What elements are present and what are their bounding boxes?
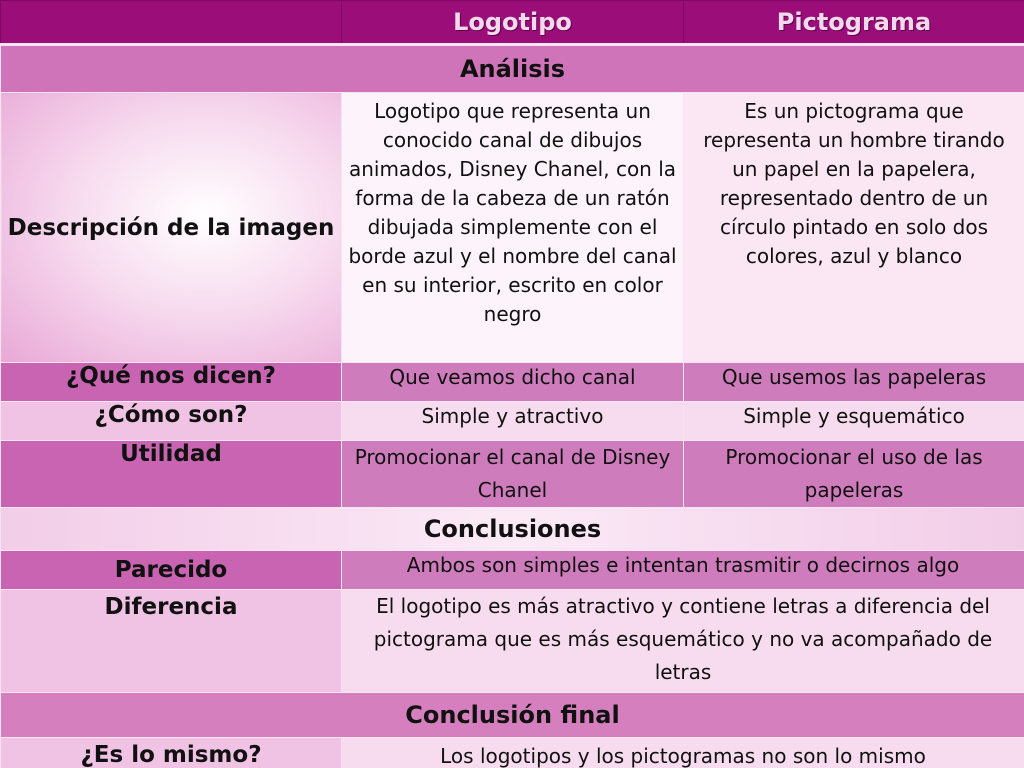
- diferencia-label: Diferencia: [1, 590, 342, 693]
- diferencia-row: [1, 590, 1024, 693]
- conclusion-final-row: [1, 693, 1024, 738]
- utilidad-row: [1, 441, 1024, 508]
- que-nos-dicen-logotipo: Que veamos dicho canal: [342, 363, 684, 402]
- analisis-row: [1, 45, 1024, 93]
- descripcion-logotipo: Logotipo que representa un conocido canal de dibujos animados, Disney Chanel, con la forma de la cabeza de un ratón dibujada simplemente con el borde azul y el nombre del canal en su interior, escrito en color negro: [342, 93, 684, 363]
- conclusiones-title: Conclusiones: [1, 508, 1024, 551]
- parecido-value: Ambos son simples e intentan trasmitir o decirnos algo: [342, 551, 1024, 590]
- header-empty-cell: [1, 1, 342, 45]
- descripcion-label: Descripción de la imagen: [1, 93, 342, 363]
- que-nos-dicen-pictograma: Que usemos las papeleras: [684, 363, 1024, 402]
- conclusiones-row: [1, 508, 1024, 551]
- que-nos-dicen-row: [1, 363, 1024, 402]
- utilidad-logotipo: Promocionar el canal de Disney Chanel: [342, 441, 684, 508]
- parecido-label: Parecido: [1, 551, 342, 590]
- como-son-label: ¿Cómo son?: [1, 402, 342, 441]
- es-lo-mismo-row: [1, 738, 1024, 768]
- conclusion-final-title: Conclusión final: [1, 693, 1024, 738]
- como-son-logotipo: Simple y atractivo: [342, 402, 684, 441]
- descripcion-pictograma: Es un pictograma que representa un hombre tirando un papel en la papelera, representado dentro de un círculo pintado en solo dos colores, azul y blanco: [684, 93, 1024, 363]
- que-nos-dicen-label: ¿Qué nos dicen?: [1, 363, 342, 402]
- utilidad-label: Utilidad: [1, 441, 342, 508]
- como-son-row: [1, 402, 1024, 441]
- parecido-row: [1, 551, 1024, 590]
- descripcion-row: [1, 93, 1024, 363]
- diferencia-value: El logotipo es más atractivo y contiene letras a diferencia del pictograma que es más esquemático y no va acompañado de letras: [342, 590, 1024, 693]
- es-lo-mismo-value: Los logotipos y los pictogramas no son lo mismo: [342, 738, 1024, 768]
- utilidad-pictograma: Promocionar el uso de las papeleras: [684, 441, 1024, 508]
- es-lo-mismo-label: ¿Es lo mismo?: [1, 738, 342, 768]
- como-son-pictograma: Simple y esquemático: [684, 402, 1024, 441]
- header-logotipo: Logotipo: [342, 1, 684, 45]
- header-pictograma: Pictograma: [684, 1, 1024, 45]
- header-row: [1, 1, 1024, 45]
- analisis-title: Análisis: [1, 45, 1024, 93]
